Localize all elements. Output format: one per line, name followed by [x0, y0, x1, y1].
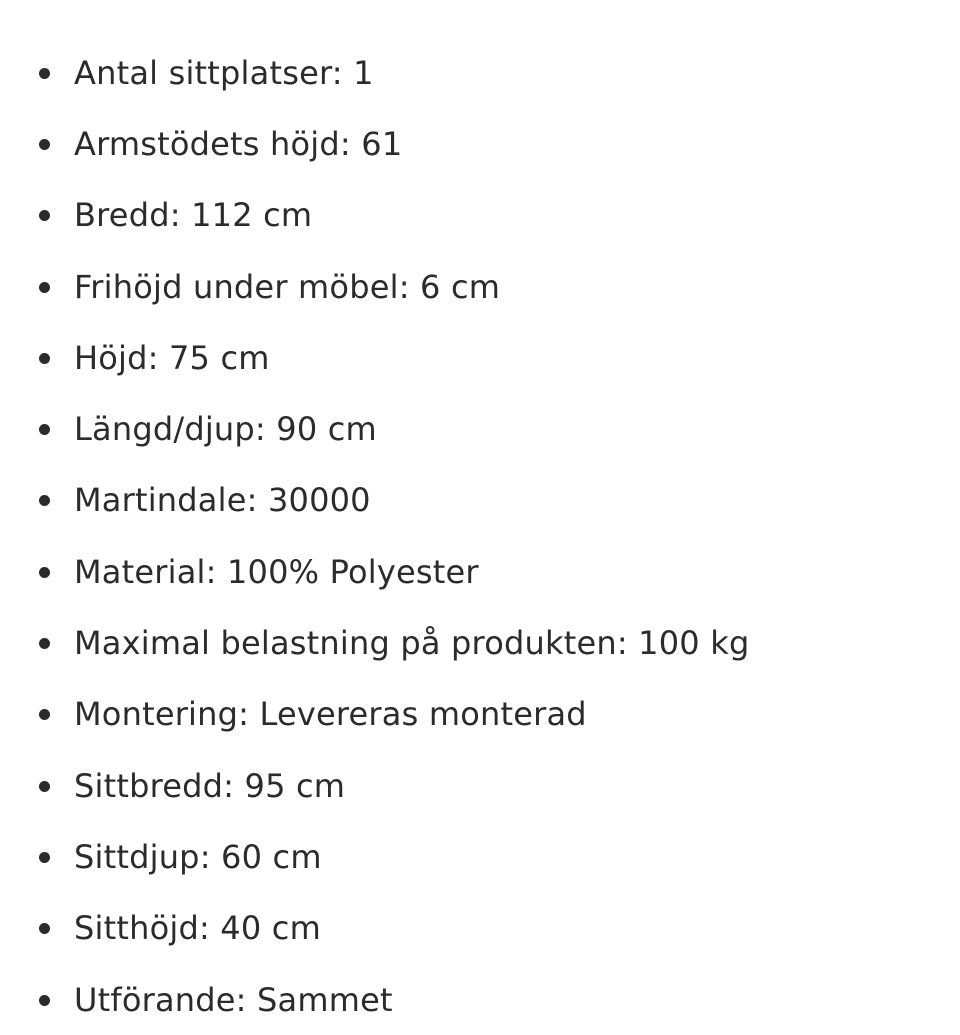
spec-text: Sitthöjd: 40 cm — [74, 909, 321, 948]
spec-text: Material: 100% Polyester — [74, 552, 479, 591]
spec-item-seat-depth — [0, 821, 960, 892]
spec-text: Bredd: 112 cm — [74, 196, 313, 235]
spec-text: Längd/djup: 90 cm — [74, 410, 377, 449]
bullet-icon — [39, 709, 50, 720]
spec-item-height — [0, 322, 960, 393]
bullet-icon — [39, 210, 50, 221]
spec-item-seat-height — [0, 893, 960, 964]
spec-text: Martindale: 30000 — [74, 481, 371, 520]
spec-item-depth — [0, 393, 960, 464]
bullet-icon — [39, 353, 50, 364]
spec-item-armrest-height — [0, 108, 960, 179]
spec-text: Armstödets höjd: 61 — [74, 124, 403, 163]
bullet-icon — [39, 139, 50, 150]
bullet-icon — [39, 923, 50, 934]
bullet-icon — [39, 567, 50, 578]
bullet-icon — [39, 781, 50, 792]
bullet-icon — [39, 638, 50, 649]
spec-text: Sittdjup: 60 cm — [74, 837, 322, 876]
bullet-icon — [39, 495, 50, 506]
spec-item-width — [0, 180, 960, 251]
spec-text: Maximal belastning på produkten: 100 kg — [74, 624, 750, 663]
spec-text: Antal sittplatser: 1 — [74, 53, 374, 92]
spec-item-seats — [0, 37, 960, 108]
bullet-icon — [39, 424, 50, 435]
spec-item-seat-width — [0, 750, 960, 821]
product-spec-list — [0, 37, 960, 1035]
spec-item-martindale — [0, 465, 960, 536]
spec-item-assembly — [0, 679, 960, 750]
spec-text: Sittbredd: 95 cm — [74, 766, 346, 805]
spec-text: Höjd: 75 cm — [74, 338, 270, 377]
bullet-icon — [39, 282, 50, 293]
bullet-icon — [39, 995, 50, 1006]
spec-item-finish — [0, 964, 960, 1035]
spec-text: Frihöjd under möbel: 6 cm — [74, 267, 501, 306]
spec-text: Montering: Levereras monterad — [74, 695, 587, 734]
spec-item-max-load — [0, 607, 960, 678]
spec-item-clearance — [0, 251, 960, 322]
spec-text: Utförande: Sammet — [74, 980, 393, 1019]
spec-item-material — [0, 536, 960, 607]
bullet-icon — [39, 68, 50, 79]
bullet-icon — [39, 852, 50, 863]
